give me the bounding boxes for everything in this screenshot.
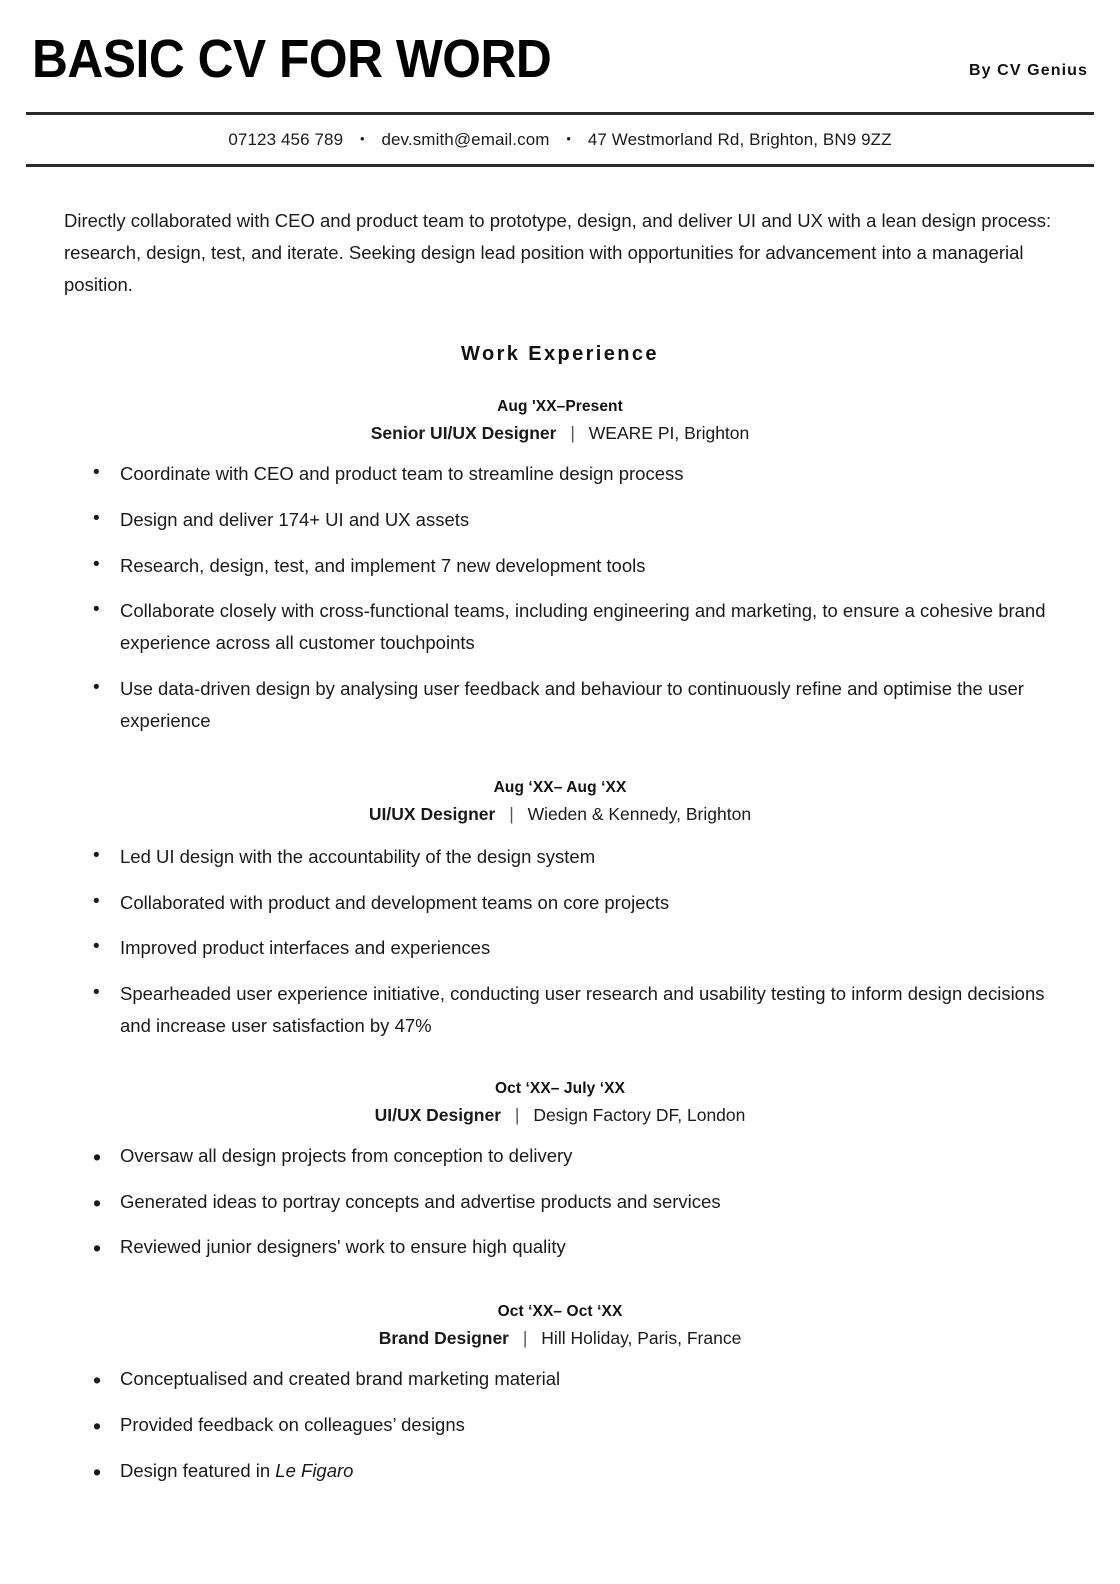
- document-header: [26, 0, 1094, 89]
- header-divider-bottom: [26, 164, 1094, 167]
- work-experience-entry: [64, 1303, 1056, 1486]
- job-bullet-list: [64, 1363, 1056, 1486]
- contact-address: 47 Westmorland Rd, Brighton, BN9 9ZZ: [587, 130, 892, 149]
- bullet-separator-icon: •: [566, 131, 572, 146]
- work-experience-entry: [64, 779, 1056, 1042]
- job-title-line: [64, 1328, 1056, 1349]
- document-body: [26, 205, 1094, 1487]
- publication-name: Le Figaro: [275, 1459, 354, 1481]
- list-item: [64, 1455, 1056, 1487]
- list-item: • Generated ideas to portray concepts and advertise products and services: [64, 1186, 1056, 1218]
- professional-summary: Directly collaborated with CEO and product team to prototype, design, and deliver UI and UX with a lean design process: research, design, test, and iterate. Seeking design lead position with opportunities for advancement into a managerial position.: [64, 210, 1052, 295]
- list-item: • Coordinate with CEO and product team to streamline design process: [64, 458, 1056, 490]
- list-item: • Research, design, test, and implement 7 new development tools: [64, 550, 1056, 582]
- job-divider: |: [509, 803, 514, 824]
- contact-info-line: [26, 115, 1094, 164]
- job-role: Brand Designer: [378, 1328, 509, 1349]
- list-item: • Reviewed junior designers' work to ensure high quality: [64, 1231, 1056, 1263]
- list-item: • Use data-driven design by analysing user feedback and behaviour to continuously refine and optimise the user experience: [64, 673, 1056, 737]
- list-item: • Spearheaded user experience initiative, conducting user research and usability testing to inform design decisions and increase user satisfaction by 47%: [64, 978, 1056, 1042]
- job-company: Design Factory DF, London: [533, 1104, 746, 1125]
- job-dates: Aug ‘XX– Aug ‘XX: [493, 778, 627, 796]
- job-divider: |: [514, 1104, 520, 1125]
- job-role: UI/UX Designer: [374, 1104, 502, 1125]
- job-bullet-list: [64, 458, 1056, 737]
- job-divider: |: [570, 423, 575, 443]
- contact-phone: 07123 456 789: [228, 130, 344, 149]
- work-experience-entry: [64, 398, 1056, 737]
- list-item: • Conceptualised and created brand marketing material: [64, 1363, 1056, 1395]
- job-bullet-list: [64, 1140, 1056, 1263]
- list-item-text: Design featured in: [120, 1459, 276, 1481]
- list-item: • Oversaw all design projects from conception to delivery: [64, 1140, 1056, 1172]
- byline-credit: By CV Genius: [968, 62, 1088, 79]
- job-dates: Oct ‘XX– July ‘XX: [494, 1079, 626, 1097]
- job-company: Hill Holiday, Paris, France: [541, 1328, 742, 1349]
- list-item: • Collaborate closely with cross-functional teams, including engineering and marketing, to ensure a cohesive brand experience across all customer touchpoints: [64, 595, 1056, 659]
- job-title-line: [64, 804, 1056, 825]
- job-company: WEARE PI, Brighton: [588, 423, 750, 443]
- job-bullet-list: [64, 841, 1056, 1042]
- job-company: Wieden & Kennedy, Brighton: [527, 803, 752, 824]
- job-title-line: [64, 423, 1056, 444]
- job-dates: Aug 'XX–Present: [497, 398, 623, 415]
- job-dates: Oct ‘XX– Oct ‘XX: [497, 1303, 623, 1321]
- page-title: BASIC CV FOR WORD: [32, 29, 552, 89]
- job-role: Senior UI/UX Designer: [370, 423, 557, 443]
- list-item: • Improved product interfaces and experiences: [64, 932, 1056, 964]
- work-experience-entry: [64, 1080, 1056, 1263]
- job-title-line: [64, 1105, 1056, 1126]
- job-divider: |: [522, 1328, 528, 1349]
- list-item: • Provided feedback on colleagues’ designs: [64, 1409, 1056, 1441]
- bullet-separator-icon: •: [359, 131, 365, 146]
- job-role: UI/UX Designer: [368, 803, 496, 824]
- list-item: • Collaborated with product and development teams on core projects: [64, 887, 1056, 919]
- section-heading-work-experience: Work Experience: [461, 343, 659, 365]
- list-item: • Design and deliver 174+ UI and UX assets: [64, 504, 1056, 536]
- contact-email: dev.smith@email.com: [381, 130, 550, 149]
- list-item: • Led UI design with the accountability of the design system: [64, 841, 1056, 873]
